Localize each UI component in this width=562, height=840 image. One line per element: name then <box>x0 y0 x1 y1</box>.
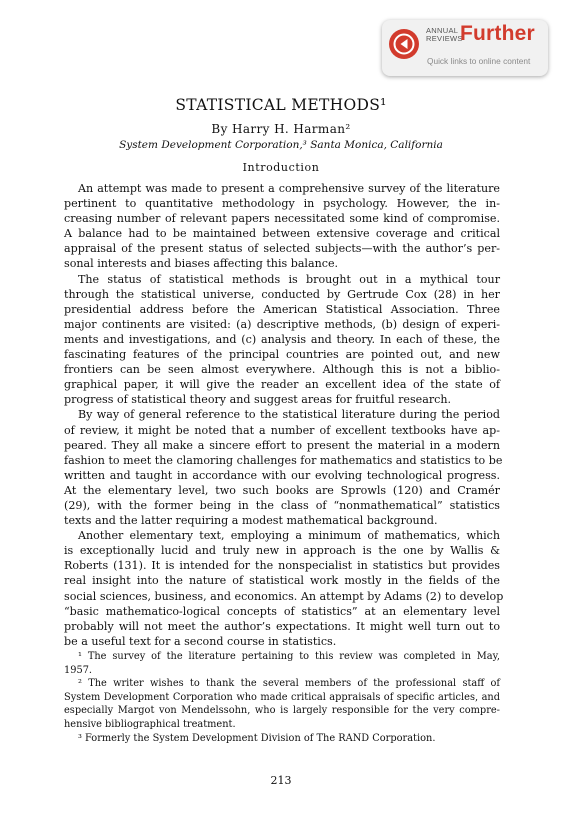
footnote-line: System Development Corporation who made critical appraisals of specific articles, and <box>64 691 500 703</box>
footnote-line: hensive bibliographical treatment. <box>64 718 236 730</box>
body-line: is exceptionally lucid and truly new in approach is the one by Wallis & <box>64 544 500 558</box>
article-author: By Harry H. Harman² <box>211 122 351 136</box>
footnote-line: ² The writer wishes to thank the several members of the professional staff of <box>78 678 500 690</box>
body-line: frontiers can be seen almost everywhere. Although this is not a biblio- <box>64 363 500 377</box>
body-line: Roberts (131). It is intended for the nonspecialist in statistics but provides <box>64 559 500 573</box>
footnote-line: especially Margot von Mendelssohn, who is largely responsible for the very compre- <box>64 705 500 717</box>
body-line: of review, it might be noted that a number of excellent textbooks have ap- <box>64 423 500 437</box>
body-text <box>64 181 504 649</box>
body-line: texts and the latter requiring a modest mathematical background. <box>64 514 438 528</box>
badge-annual-reviews-label <box>426 27 463 43</box>
body-line: social sciences, business, and economics. An attempt by Adams (2) to develop <box>64 589 504 603</box>
body-line: By way of general reference to the statistical literature during the period <box>78 408 500 422</box>
badge-subtitle: Quick links to online content <box>427 56 531 66</box>
body-line: presidential address before the American Statistical Association. Three <box>64 302 500 316</box>
body-line: graphical paper, it will give the reader an excellent idea of the state of <box>64 378 500 392</box>
play-arrow-icon <box>389 29 419 59</box>
page-number: 213 <box>270 774 292 787</box>
footnote-line: ³ Formerly the System Development Division of The RAND Corporation. <box>78 732 436 744</box>
body-line: written and taught in accordance with our evolving technological progress. <box>64 468 500 482</box>
body-line: through the statistical universe, conducted by Gertrude Cox (28) in her <box>64 287 500 301</box>
body-line: pertinent to quantitative methodology in psychology. However, the in- <box>64 197 500 211</box>
body-line: fashion to meet the clamoring challenges for mathematics and statistics to be <box>64 453 503 467</box>
footnote-line: 1957. <box>64 664 93 676</box>
article-title: STATISTICAL METHODS¹ <box>175 96 387 114</box>
body-line: The status of statistical methods is brought out in a mythical tour <box>78 272 500 286</box>
body-line: (29), with the former being in the class of “nonmathematical” statistics <box>64 498 500 512</box>
author-affiliation: System Development Corporation,³ Santa Monica, California <box>119 139 443 151</box>
footnote-line: ¹ The survey of the literature pertaining to this review was completed in May, <box>78 651 500 662</box>
body-line: sonal interests and biases affecting this balance. <box>64 257 339 271</box>
body-line: An attempt was made to present a comprehensive survey of the literature <box>78 182 500 195</box>
body-line: fascinating features of the principal countries are pointed out, and new <box>64 348 500 362</box>
body-line: appraisal of the present status of selected subjects—with the author’s per- <box>64 242 500 256</box>
body-line: probably will not meet the author’s expectations. It might well turn out to <box>64 619 500 633</box>
section-heading: Introduction <box>242 161 320 174</box>
body-line: be a useful text for a second course in statistics. <box>64 634 337 648</box>
badge-further-label: Further <box>460 22 535 45</box>
body-line: creasing number of relevant papers necessitated some kind of compromise. <box>64 212 500 226</box>
body-line: real insight into the nature of statistical work mostly in the fields of the <box>64 574 500 588</box>
body-line: “basic mathematico-logical concepts of statistics” at an elementary level <box>64 604 500 618</box>
badge-annual-text: ANNUAL <box>426 26 459 35</box>
body-line: A balance had to be maintained between extensive coverage and critical <box>64 227 500 241</box>
body-line: At the elementary level, two such books are Sprowls (120) and Cramér <box>64 483 500 497</box>
body-line: progress of statistical theory and suggest areas for fruitful research. <box>64 393 452 407</box>
body-line: peared. They all make a sincere effort to present the material in a modern <box>64 438 500 452</box>
footnotes <box>64 650 500 745</box>
annual-reviews-further-badge[interactable] <box>382 20 548 76</box>
body-line: major continents are visited: (a) descriptive methods, (b) design of experi- <box>64 317 500 331</box>
body-line: Another elementary text, employing a minimum of mathematics, which <box>78 529 500 543</box>
body-line: ments and investigations, and (c) analysis and theory. In each of these, the <box>64 332 500 346</box>
badge-reviews-text: REVIEWS <box>426 34 463 43</box>
